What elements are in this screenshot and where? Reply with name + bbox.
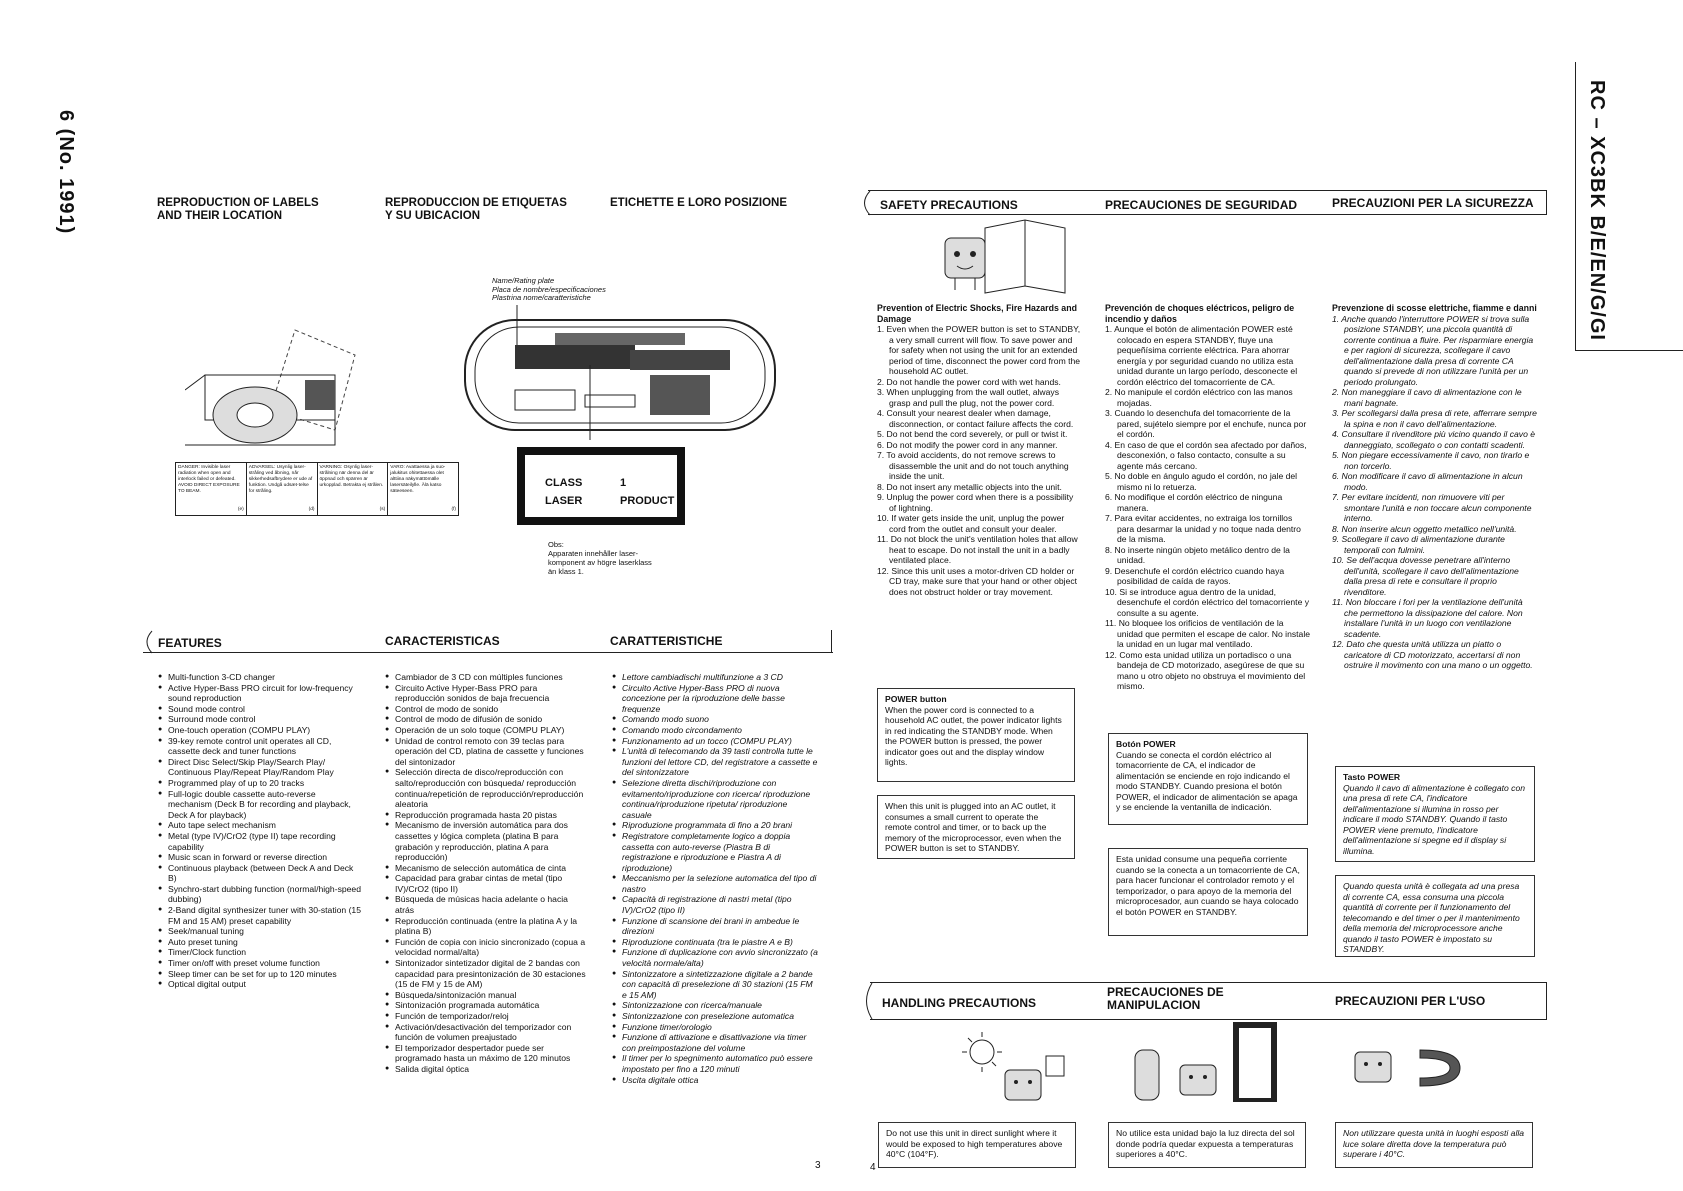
feature-item: ● Funzione di attivazione e disattivazione via timer con preimpostazione del volume [612,1032,818,1053]
handling-note-es [1108,1122,1306,1168]
safety-heading-it: Prevenzione di scosse elettriche, fiamme e danni [1332,303,1537,313]
safety-item: 10. Si se introduce agua dentro de la unidad, desenchufe el cordón eléctrico del tomacorriente y consulte a su agente. [1105,586,1310,618]
feature-item: ● Sintonizzatore a sintetizzazione digitale a 2 bande con capacità di preselezione di 30 stazioni (15 FM e 15 AM) [612,969,818,1001]
feature-item: ● Búsqueda de músicas hacia adelante o hacia atrás [385,894,588,915]
labels-title-en: REPRODUCTION OF LABELS AND THEIR LOCATION [157,197,319,222]
power-button-note-es [1108,733,1308,825]
safety-item: 6. No modifique el cordón eléctrico de ninguna manera. [1105,492,1283,513]
feature-item: ● Circuito Active Hyper-Bass PRO para reproducción sonidos de baja frecuencia [385,683,588,704]
handling-title-es: PRECAUCIONES DE MANIPULACION [1107,985,1224,1012]
feature-item: ● Reproducción continuada (entre la platina A y la platina B) [385,916,588,937]
sun-heat-icon [960,1030,1070,1110]
feature-item: ● Reproducción programada hasta 20 pistas [385,810,588,821]
page-number-left: 3 [815,1160,821,1171]
safety-item: 1. Aunque el botón de alimentación POWER esté colocado en espera STANDBY, fluye una pequeñísima corriente eléctrica. Para ahorrar energía y por seguridad cuando no utiliza esta unidad durante un largo período, desconecte el cordón eléctrico del tomacorriente de CA. [1105,324,1298,387]
page-number-right: 4 [870,1162,876,1173]
feature-item: ● Sound mode control [158,704,361,715]
warning-label-strip [175,462,459,516]
feature-item: ● Mecanismo de selección automática de cinta [385,863,588,874]
feature-item: ● Mecanismo de inversión automática para dos cassettes y lógica completa (platina B para grabación y reproducción, platina A para reproducción) [385,820,588,862]
feature-item: ● Meccanismo per la selezione automatica del tipo di nastro [612,873,818,894]
feature-item: ● Active Hyper-Bass PRO circuit for low-frequency sound reproduction [158,683,361,704]
power-button-heading-en: POWER button [885,694,947,704]
safety-item: 6. Do not modify the power cord in any manner. [877,439,1058,450]
feature-item: ● Sintonización programada automática [385,1000,588,1011]
warning-sv: VARNING: Osynlig laser-strålning när denna del är öppnad och spärren är urkopplad. Betrakta ej strålen. (s) [318,463,389,515]
safety-item: 8. No inserte ningún objeto metálico dentro de la unidad. [1105,544,1290,565]
feature-item: ● Función de temporizador/reloj [385,1011,588,1022]
handling-note-en [878,1122,1076,1168]
feature-item: ● Optical digital output [158,979,361,990]
feature-item: ● Funzione timer/orologio [612,1022,818,1033]
safety-title-en: SAFETY PRECAUTIONS [880,198,1018,212]
power-button-text-en: When the power cord is connected to a household AC outlet, the power indicator lights in red indicating the STANDBY mode. When the POWER button is pressed, the power indicator goes out and the display window lights. [885,704,1062,767]
feature-item: ● L'unità di telecomando da 39 tasti controlla tutte le funzioni del lettore CD, del registratore a cassette e del sintonizzatore [612,746,818,778]
feature-item: ● Timer on/off with preset volume function [158,958,361,969]
safety-title-it: PRECAUZIONI PER LA SICUREZZA [1332,196,1534,210]
safety-bracket [858,190,872,216]
feature-item: ● Auto preset tuning [158,937,361,948]
features-title-en: FEATURES [158,636,222,650]
feature-item: ● Programmed play of up to 20 tracks [158,778,361,789]
feature-item: ● Sintonizador sintetizador digital de 2 bandas con capacidad para presintonización de 30 estaciones (15 de FM y 15 de AM) [385,958,588,990]
standby-note-en [877,795,1075,859]
magnet-icon [1350,1040,1470,1095]
feature-item: ● Capacidad para grabar cintas de metal (tipo IV)/CrO2 (tipo II) [385,873,588,894]
feature-item: ● Activación/desactivación del temporizador con función de volumen preajustado [385,1022,588,1043]
feature-item: ● Riproduzione continuata (tra le piastre A e B) [612,937,818,948]
feature-item: ● Funzione di scansione dei brani in ambedue le direzioni [612,916,818,937]
feature-item: ● Full-logic double cassette auto-reverse mechanism (Deck B for recording and playback, Deck A for playback) [158,789,361,821]
class-number: 1 [620,477,627,489]
warning-en: DANGER: Invisible laser radiation when open and interlock failed or defeated. AVOID DIRECT EXPOSURE TO BEAM. (e) [176,463,247,515]
manual-reading-icon [935,218,1075,300]
power-button-note-en [877,688,1075,782]
safety-item: 10. If water gets inside the unit, unplug the power cord from the outlet and consult your dealer. [877,513,1065,534]
safety-item: 12. Since this unit uses a motor-driven CD holder or CD tray, make sure that your hand or other object does not obstruct holder or tray movement. [877,565,1078,597]
safety-item: 8. Do not insert any metallic objects into the unit. [877,481,1062,492]
feature-item: ● Sintonizzazione con preselezione automatica [612,1011,818,1022]
class1-laser-label [517,447,685,525]
features-title-it: CARATTERISTICHE [610,634,723,648]
safety-item: 9. Desenchufe el cordón eléctrico cuando haya posibilidad de caída de rayos. [1105,565,1285,586]
feature-item: ● Lettore cambiadischi multifunzione a 3 CD [612,672,818,683]
feature-item: ● Uscita digitale ottica [612,1075,818,1086]
safety-item: 12. Como esta unidad utiliza un portadisco o una bandeja de CD motorizado, asegúrese de que su mano u otro objeto no obstruya el movimiento del mismo. [1105,649,1306,691]
labels-title-es: REPRODUCCION DE ETIQUETAS Y SU UBICACION [385,197,567,222]
side-rule [1575,62,1576,350]
feature-item: ● 2-Band digital synthesizer tuner with 30-station (15 FM and 15 AM) preset capability [158,905,361,926]
feature-item: ● Sleep timer can be set for up to 120 minutes [158,969,361,980]
feature-item: ● Metal (type IV)/CrO2 (type II) tape recording capability [158,831,361,852]
power-button-text-es: Cuando se conecta el cordón eléctrico al tomacorriente de CA, el indicador de alimentación se enciende en rojo indicando el modo STANDBY. Cuando presiona el botón POWER, el indicador de alimentación se apaga y se enciende la ventanilla de indicación. [1116,749,1298,812]
features-list-es [385,672,588,1075]
feature-item: ● El temporizador despertador puede ser programado hasta un máximo de 120 minutos [385,1043,588,1064]
power-button-heading-es: Botón POWER [1116,739,1176,749]
handling-note-it [1335,1122,1533,1168]
side-page-number: 6 (No. 1991) [55,110,77,235]
side-rule-bottom [1575,350,1683,351]
feature-item: ● Funzione di duplicazione con avvio sincronizzato (a velocità normale/alta) [612,947,818,968]
feature-item: ● Continuous playback (between Deck A and Deck B) [158,863,361,884]
safety-item: 7. Para evitar accidentes, no extraiga los tornillos para desarmar la unidad y no toque nada dentro de la misma. [1105,513,1301,544]
rating-plate-caption: Name/Rating plate Placa de nombre/especificaciones Plastrina nome/caratteristiche [492,276,606,303]
feature-item: ● Surround mode control [158,714,361,725]
laser-text: LASER [545,495,583,507]
obs-note: Obs: Apparaten innehåller laser- komponent av högre laserklass än klass 1. [548,540,652,576]
handling-text-en: Do not use this unit in direct sunlight where it would be exposed to high temperatures above 40°C (104°F). [886,1128,1063,1159]
feature-item: ● Selezione diretta dischi/riproduzione con evitamento/riproduzione con ricerca/ riproduzione continua/riproduzione ripetuta/ riproduzione casuale [612,778,818,820]
safety-item: 7. To avoid accidents, do not remove screws to disassemble the unit and do not touch anything inside the unit. [877,450,1069,481]
feature-item: ● Timer/Clock function [158,947,361,958]
handling-title-en: HANDLING PRECAUTIONS [882,996,1037,1010]
safety-col-en [877,303,1082,597]
feature-item: ● Búsqueda/sintonización manual [385,990,588,1001]
safety-item: 2. No manipule el cordón eléctrico con las manos mojadas. [1105,387,1293,408]
safety-item: 5. No doble en ángulo agudo el cordón, no jale del mismo ni lo retuerza. [1105,471,1298,492]
safety-item: 11. Non bloccare i fori per la ventilazione dell'unità che permettono la dissipazione del calore. Non installare l'unità in un luogo con ventilazione scadente. [1332,597,1523,639]
safety-item: 4. Consult your nearest dealer when damage, disconnection, or contact failure affects the cord. [877,408,1074,429]
power-button-note-it [1335,766,1535,862]
safety-item: 11. Do not block the unit's ventilation holes that allow heat to escape. Do not install the unit in a badly ventilated place. [877,534,1078,565]
cd-tray-illustration [185,320,360,450]
feature-item: ● Cambiador de 3 CD con múltiples funciones [385,672,588,683]
power-button-text-it: Quando il cavo di alimentazione è collegato con una presa di rete CA, l'indicatore dell'alimentazione si illumina in rosso per indicare il modo STANDBY. Quando il tasto POWER viene premuto, l'indicatore dell'alimentazione si spegne ed il display si illumina. [1343,782,1526,856]
safety-item: 11. No bloquee los orificios de ventilación de la unidad que permiten el escape de calor. No instale la unidad en un lugar mal ventilado. [1105,618,1311,649]
warning-da: ADVARSEL: Usynlig laser-stråling ved åbning, når sikkerhedsafbrydere er ude af funktion. Undgå udsæt-telse for stråling. (d) [247,463,318,515]
feature-item: ● Sintonizzazione con ricerca/manuale [612,1000,818,1011]
side-model-number: RC – XC3BK B/E/EN/G/GI [1586,80,1608,341]
safety-item: 3. Cuando lo desenchufa del tomacorriente de la pared, sujételo siempre por el enchufe, nunca por el cordón. [1105,408,1307,439]
features-title-es: CARACTERISTICAS [385,634,500,648]
feature-item: ● Control de modo de sonido [385,704,588,715]
safety-items-es [1105,324,1310,692]
feature-item: ● Registratore completamente logico a doppia cassetta con auto-reverse (Piastra B di registrazione e riproduzione e Piastra A di riproduzione) [612,831,818,873]
handling-text-it: Non utilizzare questa unità in luoghi esposti alla luce solare diretta dove la temperatura può superare i 40°C. [1343,1128,1525,1159]
safety-item: 4. En caso de que el cordón sea afectado por daños, desconexión, o falso contacto, consulte a su agente más cercano. [1105,439,1307,471]
safety-item: 2. Non maneggiare il cavo di alimentazione con le mani bagnate. [1332,387,1522,408]
standby-note-it [1335,875,1535,957]
feature-item: ● Control de modo de difusión de sonido [385,714,588,725]
power-button-heading-it: Tasto POWER [1343,772,1401,782]
feature-item: ● Synchro-start dubbing function (normal/high-speed dubbing) [158,884,361,905]
features-right-rule [831,630,832,653]
feature-item: ● Music scan in forward or reverse direction [158,852,361,863]
safety-item: 6. Non modificare il cavo di alimentazione in alcun modo. [1332,471,1523,492]
safety-item: 5. Non piegare eccessivamente il cavo, non tirarlo e non torcerlo. [1332,450,1530,471]
safety-item: 1. Anche quando l'interruttore POWER si trova sulla posizione STANDBY, una piccola quantità di corrente continua a fluire. Per risparmiare energia e per ragioni di sicurezza, scollegare il cavo dell'alimentazione dalla presa di corrente CA quando si prevede di non utilizzare l'unità per un periodo prolungato. [1332,313,1534,387]
feature-item: ● Il timer per lo spegnimento automatico può essere impostato per fino a 120 minuti [612,1053,818,1074]
class-text: CLASS [545,477,583,489]
features-list-it [612,672,818,1085]
safety-item: 7. Per evitare incidenti, non rimuovere viti per smontare l'unità e non toccare alcun componente interno. [1332,492,1532,523]
feature-item: ● Direct Disc Select/Skip Play/Search Play/ Continuous Play/Repeat Play/Random Play [158,757,361,778]
handling-title-it: PRECAUZIONI PER L'USO [1335,994,1486,1008]
feature-item: ● Salida digital óptica [385,1064,588,1075]
safety-item: 3. When unplugging from the wall outlet, always grasp and pull the plug, not the power cord. [877,387,1060,408]
features-list-en [158,672,361,990]
safety-item: 4. Consultare il rivenditore più vicino quando il cavo è danneggiato, scollegato o con contatti scadenti. [1332,429,1536,450]
safety-item: 10. Se dell'acqua dovesse penetrare all'interno dell'unità, scollegare il cavo dell'alimentazione dalla presa di rete e consultare il proprio rivenditore. [1332,555,1519,597]
heater-window-icon [1125,1020,1285,1110]
feature-item: ● Funzionamento ad un tocco (COMPU PLAY) [612,736,818,747]
safety-item: 12. Dato che questa unità utilizza un piatto o caricatore di CD motorizzato, accertarsi di non ostruire il movimento con una mano o un oggetto. [1332,639,1533,670]
standby-text-es: Esta unidad consume una pequeña corriente cuando se la conecta a un tomacorriente de CA, para hacer funcionar el controlador remoto y el temporizador, o para apoyo de la memoria del microprocesador, aun cuando se haya colocado el botón POWER en STANDBY. [1116,854,1300,917]
feature-item: ● Circuito Active Hyper-Bass PRO di nuova concezione per la riproduzione delle basse frequenze [612,683,818,715]
feature-item: ● Seek/manual tuning [158,926,361,937]
safety-item: 9. Scollegare il cavo di alimentazione durante temporali con fulmini. [1332,534,1505,555]
feature-item: ● Selección directa de disco/reproducción con salto/reproducción con búsqueda/ reproducción continua/repetición de reproducción/reproducción aleatoria [385,767,588,809]
safety-col-it [1332,303,1537,671]
safety-heading-es: Prevención de choques eléctricos, peligro de incendio y daños [1105,303,1295,324]
feature-item: ● Riproduzione programmata di fino a 20 brani [612,820,818,831]
warning-fi: VARO: Avattaessa ja suo-jalukitus ohitettaessa olet alttiina näkymättömälle lasersäteilylle. Älä katso säteeseen. (f) [390,465,456,512]
feature-item: ● Auto tape select mechanism [158,820,361,831]
safety-items-it [1332,314,1537,671]
safety-heading-en: Prevention of Electric Shocks, Fire Hazards and Damage [877,303,1077,324]
handling-bracket [860,982,874,1020]
feature-item: ● Comando modo circondamento [612,725,818,736]
feature-item: ● Multi-function 3-CD changer [158,672,361,683]
feature-item: ● 39-key remote control unit operates all CD, cassette deck and tuner functions [158,736,361,757]
safety-item: 2. Do not handle the power cord with wet hands. [877,376,1061,387]
feature-item: ● Capacità di registrazione di nastri metal (tipo IV)/CrO2 (tipo II) [612,894,818,915]
safety-title-es: PRECAUCIONES DE SEGURIDAD [1105,198,1298,212]
feature-item: ● Función de copia con inicio sincronizado (copua a velocidad normal/alta) [385,937,588,958]
feature-item: ● Operación de un solo toque (COMPU PLAY) [385,725,588,736]
feature-item: ● Unidad de control remoto con 39 teclas para operación del CD, platina de cassette y funciones del sintonizador [385,736,588,768]
features-bracket [140,630,154,654]
safety-header-top [868,190,1546,191]
safety-item: 3. Per scollegarsi dalla presa di rete, afferrare sempre la spina e non il cavo dell'alimentazione. [1332,408,1537,429]
standby-text-en: When this unit is plugged into an AC outlet, it consumes a small current to operate the remote control and timer, or to back up the memory of the microprocessor, even when the POWER button is set to STANDBY. [885,801,1062,853]
safety-items-en [877,324,1082,597]
standby-note-es [1108,848,1308,936]
handling-text-es: No utilice esta unidad bajo la luz directa del sol donde podría quedar expuesta a temperaturas superiores a 40°C. [1116,1128,1295,1159]
unit-rear-illustration [455,305,785,440]
safety-item: 5. Do not bend the cord severely, or pull or twist it. [877,429,1068,439]
safety-item: 8. Non inserire alcun oggetto metallico nell'unità. [1332,523,1517,534]
labels-title-it: ETICHETTE E LORO POSIZIONE [610,197,787,209]
safety-item: 1. Even when the POWER button is set to STANDBY, a very small current will flow. To save power and for safety when not using the unit for an extended period of time, disconnect the power cord from the household AC outlet. [877,324,1081,376]
product-text: PRODUCT [620,495,675,507]
feature-item: ● One-touch operation (COMPU PLAY) [158,725,361,736]
safety-col-es [1105,303,1310,692]
safety-item: 9. Unplug the power cord when there is a possibility of lightning. [877,492,1074,513]
feature-item: ● Comando modo suono [612,714,818,725]
standby-text-it: Quando questa unità è collegata ad una presa di corrente CA, essa consuma una piccola quantità di corrente per il funzionamento del telecomando e del timer o per il mantenimento della memoria del microprocessore anche quando il tasto POWER è impostato su STANDBY. [1343,881,1520,954]
